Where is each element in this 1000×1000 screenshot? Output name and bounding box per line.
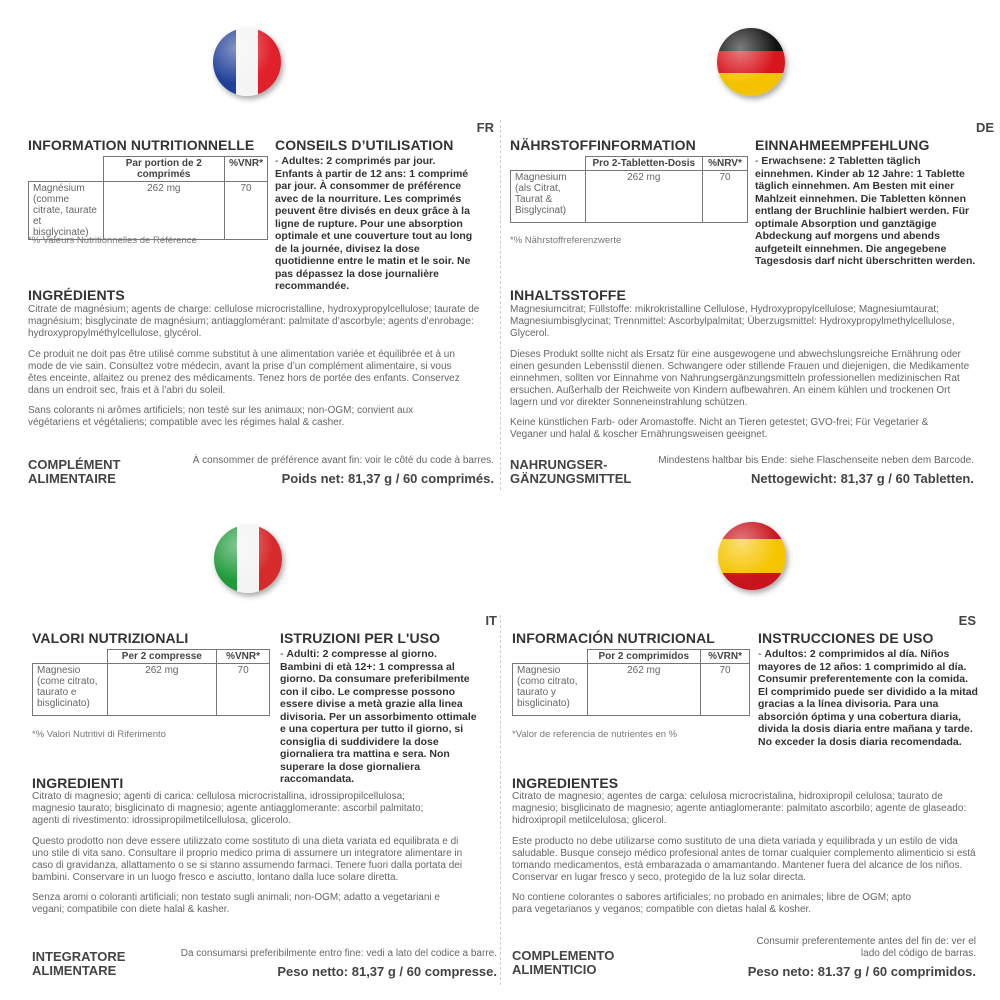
section-fr [0,0,500,500]
ingredients-title: INGRÉDIENTS [28,287,125,303]
advice-text: - Erwachsene: 2 Tabletten täglich einnehmen. Kinder ab 12 Jahre: 1 Tablette täglich einnehmen. Am Besten mit einer Mahlzeit einnehmen. Die Tabletten können entlang der Bruchlinie halbiert werden. Für optimale Absorption und ganztägige Abdeckung auf morgens und abends aufgeteilt einnehmen. Die angegebene Tagesdosis darf nicht überschritten werden. [755,155,976,267]
best-before: Mindestens haltbar bis Ende: siehe Flaschenseite neben dem Barcode. [658,455,974,466]
advice-text: - Adultos: 2 comprimidos al día. Niños mayores de 12 años: 1 comprimido al día. Consumir preferentemente con la comida. El comprimido puede ser dividido a la mitad gracias a la línea divisoria. Para una absorción óptima y una cobertura diaria, divida la dosis diaria entre mañana y tarde. No exceder la dosis diaria recomendada. [758,648,978,748]
free-from-text: No contiene colorantes o sabores artificiales; no probado en animales; libre de OGM; apto para vegetarianos y veganos; compatible con dietas halal & kosher. [512,892,912,915]
language-code: IT [485,613,497,628]
nutrient-amount: 262 mg [585,171,703,223]
table-footnote: *% Valeurs Nutritionnelles de Référence [28,235,197,246]
nutrient-name: Magnesium (als Citrat, Taurat & Bisglycinat) [511,171,586,223]
free-from-text: Senza aromi o coloranti artificiali; non testato sugli animali; non-OGM; adatto a vegetariani e vegani; compatibile con diete halal & kasher. [32,892,440,915]
ingredients-title: INGREDIENTI [32,775,124,791]
product-type: COMPLÉMENT ALIMENTAIRE [28,457,121,486]
net-weight: Poids net: 81,37 g / 60 comprimés. [281,471,494,486]
german-flag-icon [717,28,785,96]
warning-text: Ce produit ne doit pas être utilisé comme substitut à une alimentation variée et équilibrée et à un mode de vie sain. Consultez votre médecin, avant la prise d’un complément alimentaire, si vous êtes enceinte, allaitez ou prenez des médicaments. Tenez hors de portée des enfants. Conservez dans un endroit sec, frais et à l’abri du soleil. [28,349,460,396]
advice-title: ISTRUZIONI PER L'USO [280,630,441,646]
product-type: COMPLEMENTO ALIMENTICIO [512,948,615,977]
advice-text: - Adultes: 2 comprimés par jour. Enfants à partir de 12 ans: 1 comprimé par jour. À consommer de préférence avec de la nourriture. Les comprimés peuvent être divisés en deux grâce à la ligne de rupture. Pour une absorption optimale et une couverture tout au long de la journée, divisez la dose quotidienne entre le matin et le soir. Ne pas dépassez la dose journalière recommandée. [275,155,473,292]
nutrition-table [28,156,268,240]
vnr-header: %VNR* [217,650,270,664]
nutrition-table [510,156,748,223]
advice-title: CONSEILS D’UTILISATION [275,137,454,153]
nutrient-name: Magnesio (como citrato, taurato y bisglicinato) [513,664,588,716]
vnr-header: %VNR* [225,157,268,182]
ingredients-text: Citrato de magnesio; agentes de carga: celulosa microcristalina, hidroxipropil celulosa; taurato de magnesio; bisglicinato de magnesio; agente antiaglomerante: palmitato ascorbilo; agente de glaseado: hidroxipropil metilcelulosa; glicerol. [512,791,967,826]
product-type: INTEGRATORE ALIMENTARE [32,949,126,978]
free-from-text: Sans colorants ni arômes artificiels; non testé sur les animaux; non-OGM; convient aux végétariens et végétaliens; compatible avec les régimes halal & casher. [28,405,414,428]
advice-title: EINNAHMEEMPFEHLUNG [755,137,930,153]
ingredients-text: Citrato di magnesio; agenti di carica: cellulosa microcristallina, idrossipropilcellulosa; magnesio taurato; bisglicinato di magnesio; agente antiagglomerante: ascorbil palmitato; agenti di rivestimento: idrossipropilmetilcellulosa, glicerolo. [32,791,424,826]
nutrient-vnr: 70 [225,182,268,240]
best-before: Consumir preferentemente antes del fin de: ver el lado del código de barras. [756,936,976,959]
spanish-flag-icon [718,522,786,590]
section-de [500,0,1000,500]
ingredients-title: INHALTSSTOFFE [510,287,626,303]
table-footnote: *Valor de referencia de nutrientes en % [512,729,678,740]
language-code: DE [975,120,994,135]
ingredients-text: Citrate de magnésium; agents de charge: cellulose microcristalline, hydroxypropylcellulose; taurate de magnésium; bisglycinate de magnésium; antiagglomérant: palmitate d’ascorbyle; agents d’enrobage: hydroxypropylméthylcellulose, glycérol. [28,304,480,339]
section-es [500,500,1000,1000]
warning-text: Questo prodotto non deve essere utilizzato come sostituto di una dieta variata ed equilibrata e di uno stile di vita sano. Consultare il proprio medico prima di assumere un integratore alimentare in caso di gravidanza, allattamento o se si stanno assumendo farmaci. Tenere fuori dalla portata dei bambini. Conservare in un luogo fresco e asciutto, lontano dalla luce solare diretta. [32,836,463,883]
net-weight: Peso netto: 81,37 g / 60 compresse. [277,964,497,979]
nutrient-vnr: 70 [701,664,750,716]
vnr-header: %NRV* [703,157,748,171]
portion-header: Par portion de 2 comprimés [103,157,225,182]
best-before: Da consumarsi preferibilmente entro fine: vedi a lato del codice a barre. [180,948,497,959]
nutrient-name: Magnésium (comme citrate, taurate et bisglycinate) [29,182,104,240]
section-it [0,500,500,1000]
ingredients-title: INGREDIENTES [512,775,619,791]
table-footnote: *% Valori Nutritivi di Riferimento [32,729,166,740]
table-footnote: *% Nährstoffreferenzwerte [510,235,622,246]
portion-header: Pro 2-Tabletten-Dosis [585,157,703,171]
advice-title: INSTRUCCIONES DE USO [758,630,934,646]
warning-text: Este producto no debe utilizarse como sustituto de una dieta variada y equilibrada y un estilo de vida saludable. Busque consejo médico profesional antes de tomar cualquier complemento alimenticio si está tomando medicamentos, está embarazada o amamantando. Mantener fuera del alcance de los niños. Conservar en lugar fresco y seco, protegido de la luz solar directa. [512,836,976,883]
nutrient-amount: 262 mg [587,664,701,716]
nutrient-amount: 262 mg [103,182,225,240]
ingredients-text: Magnesiumcitrat; Füllstoffe: mikrokristalline Cellulose, Hydroxypropylcellulose; Magnesiumtaurat; Magnesiumbisglycinat; Trennmittel: Ascorbylpalmitat; Überzugsmittel: Hydroxypropylmethylcellulose, Glycerol. [510,304,955,339]
net-weight: Nettogewicht: 81,37 g / 60 Tabletten. [751,471,974,486]
best-before: À consommer de préférence avant fin: voir le côté du code à barres. [192,455,494,466]
nutrition-title: NÄHRSTOFFINFORMATION [510,137,696,153]
product-type: NAHRUNGSER-GÄNZUNGSMITTEL [510,457,632,486]
french-flag-icon [213,28,281,96]
nutrient-vnr: 70 [703,171,748,223]
nutrition-title: VALORI NUTRIZIONALI [32,630,189,646]
italian-flag-icon [214,525,282,593]
portion-header: Per 2 compresse [107,650,217,664]
nutrient-amount: 262 mg [107,664,217,716]
portion-header: Por 2 comprimidos [587,650,701,664]
advice-text: - Adulti: 2 compresse al giorno. Bambini di età 12+: 1 compressa al giorno. Da consumare preferibilmente con il cibo. Le compresse possono essere divise a metà grazie alla linea divisoria. Per un assorbimento ottimale e una copertura per tutto il giorno, si consiglia di suddividere la dose giornaliera tra mattina e sera. Non superare la dose giornaliera raccomandata. [280,648,477,785]
warning-text: Dieses Produkt sollte nicht als Ersatz für eine ausgewogene und abwechslungsreiche Ernährung oder einen gesunden Lebensstil dienen. Schwangere oder stillende Frauen und diejenigen, die Medikamente einnehmen, sollten vor Einnahme von Nahrungsergänzungsmitteln professionellen medizinischen Rat ersuchen. Außerhalb der Reichweite von Kindern aufbewahren. An einem kühlen und trockenen Ort lagern und vor direkter Sonneneinstrahlung schützen. [510,349,970,408]
nutrient-vnr: 70 [217,664,270,716]
net-weight: Peso neto: 81.37 g / 60 comprimidos. [747,964,976,979]
nutrition-table [32,649,270,716]
free-from-text: Keine künstlichen Farb- oder Aromastoffe. Nicht an Tieren getestet; GVO-frei; Für Vegetarier & Veganer und halal & koscher Ernährungsweisen geeignet. [510,417,929,440]
nutrition-title: INFORMACIÓN NUTRICIONAL [512,630,715,646]
nutrition-title: INFORMATION NUTRITIONNELLE [28,137,255,153]
nutrient-name: Magnesio (come citrato, taurato e bisglicinato) [33,664,108,716]
vnr-header: %VRN* [701,650,750,664]
language-code: ES [958,613,976,628]
nutrition-table [512,649,750,716]
language-code: FR [476,120,494,135]
